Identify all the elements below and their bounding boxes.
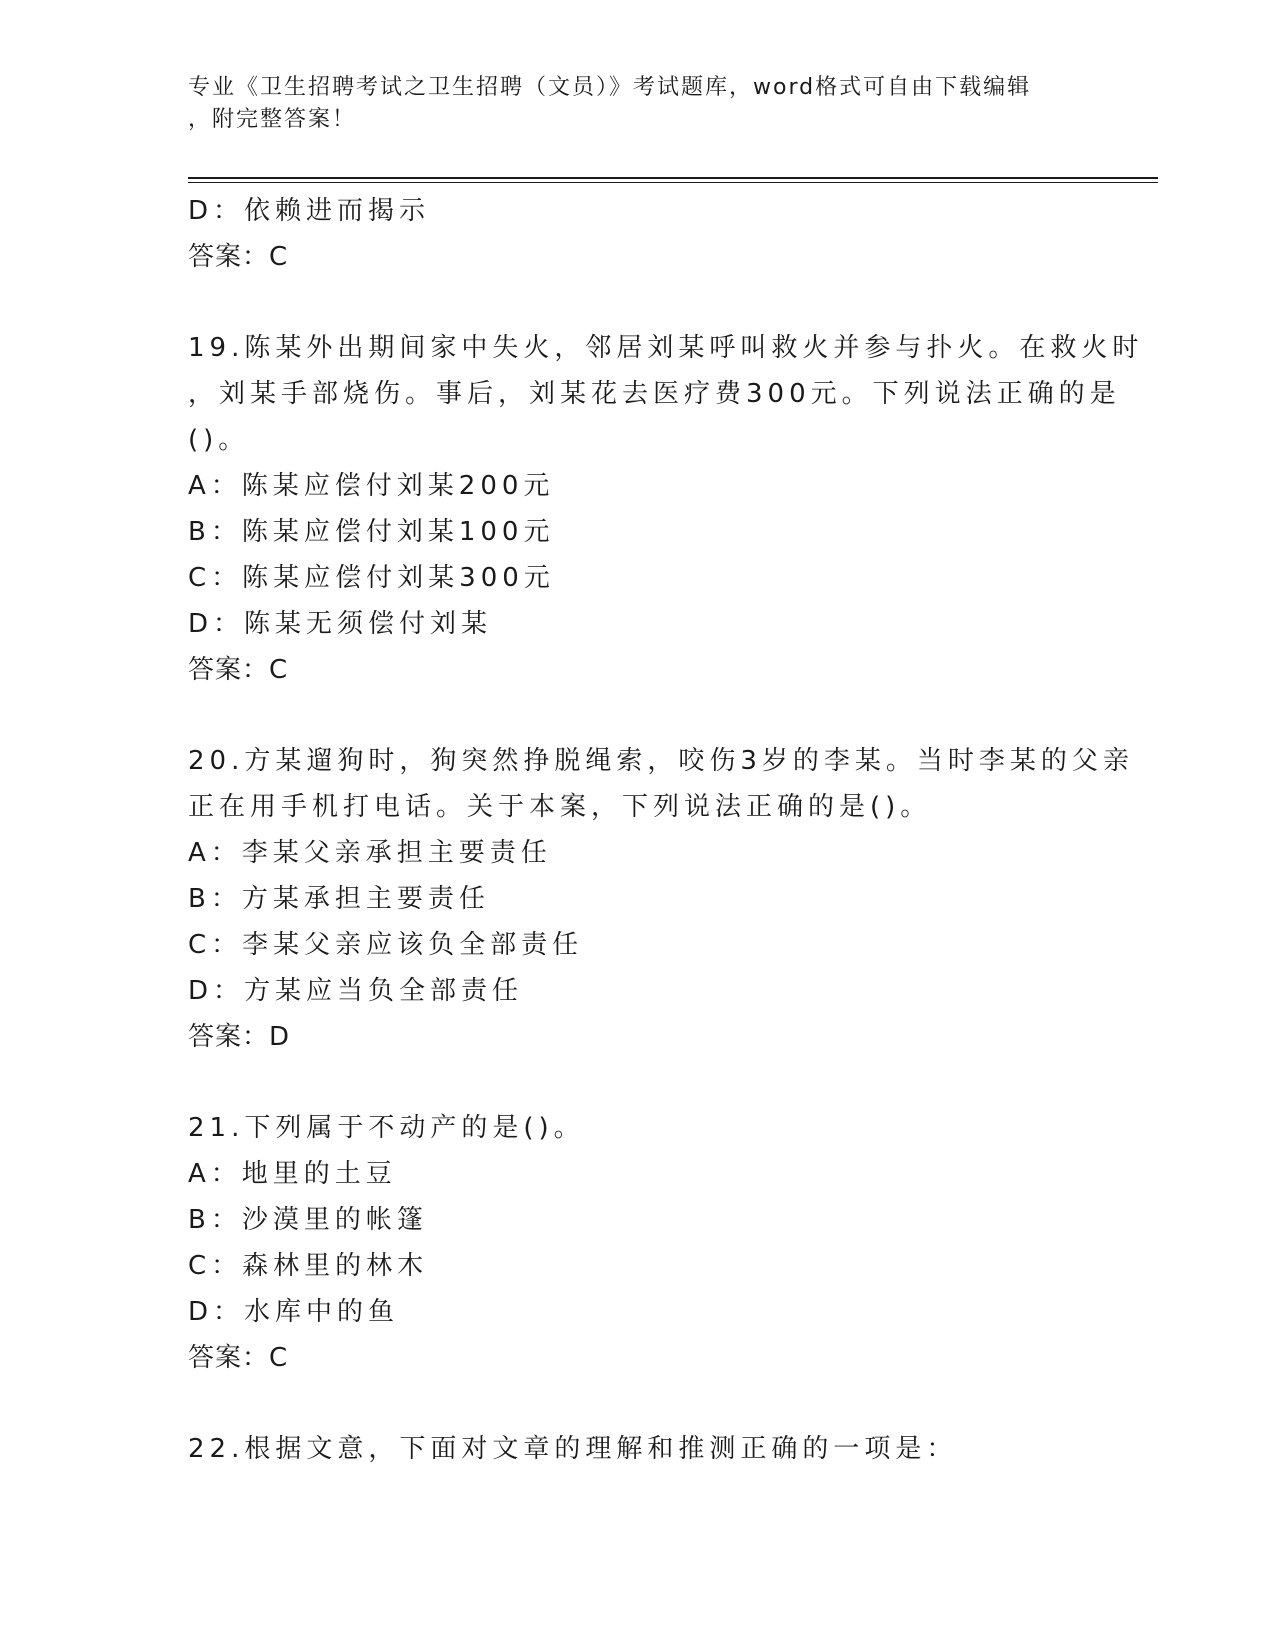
option-d: D：方某应当负全部责任 [188,976,524,1006]
spacer [188,1381,1088,1426]
question-text-line: 20.方某遛狗时，狗突然挣脱绳索，咬伤3岁的李某。当时李某的父亲 [188,746,1134,776]
option-b: B：方某承担主要责任 [188,884,490,914]
question-text-line: 19.陈某外出期间家中失火，邻居刘某呼叫救火并参与扑火。在救火时 [188,333,1144,363]
option-a: A：地里的土豆 [188,1159,397,1189]
option-a: A：陈某应偿付刘某200元 [188,471,555,501]
question-content [188,188,1144,1472]
answer: 答案：C [188,655,289,685]
document-page [188,0,1158,1650]
question-text-line: 22.根据文意，下面对文章的理解和推测正确的一项是： [188,1434,958,1464]
document-header: 专业《卫生招聘考试之卫生招聘（文员）》考试题库，word格式可自由下载编辑 ，附完整答案！ [188,75,1032,132]
option-d: D：陈某无须偿付刘某 [188,609,493,639]
spacer [188,280,1088,325]
option-d: D：水库中的鱼 [188,1297,400,1327]
prev-answer: 答案：C [188,242,289,272]
answer: 答案：C [188,1343,289,1373]
option-b: B：沙漠里的帐篷 [188,1205,428,1235]
option-c: C：李某父亲应该负全部责任 [188,930,584,960]
option-b: B：陈某应偿付刘某100元 [188,517,555,547]
option-c: C：陈某应偿付刘某300元 [188,563,555,593]
header-rule-thick [188,177,1158,179]
question-text-line: ()。 [188,425,250,455]
question-text-line: ，刘某手部烧伤。事后，刘某花去医疗费300元。下列说法正确的是 [188,379,1121,409]
spacer [188,1060,1088,1105]
prev-option-d: D：依赖进而揭示 [188,196,431,226]
question-22 [188,1426,1088,1472]
header-rule-thin [188,182,1158,183]
option-c: C：森林里的林木 [188,1251,429,1281]
answer: 答案：D [188,1022,291,1052]
question-text-line: 21.下列属于不动产的是()。 [188,1113,585,1143]
question-21 [188,1105,1088,1381]
option-a: A：李某父亲承担主要责任 [188,838,552,868]
question-text-line: 正在用手机打电话。关于本案，下列说法正确的是()。 [188,792,932,822]
question-19 [188,325,1144,693]
question-20 [188,738,1134,1060]
spacer [188,693,1088,738]
